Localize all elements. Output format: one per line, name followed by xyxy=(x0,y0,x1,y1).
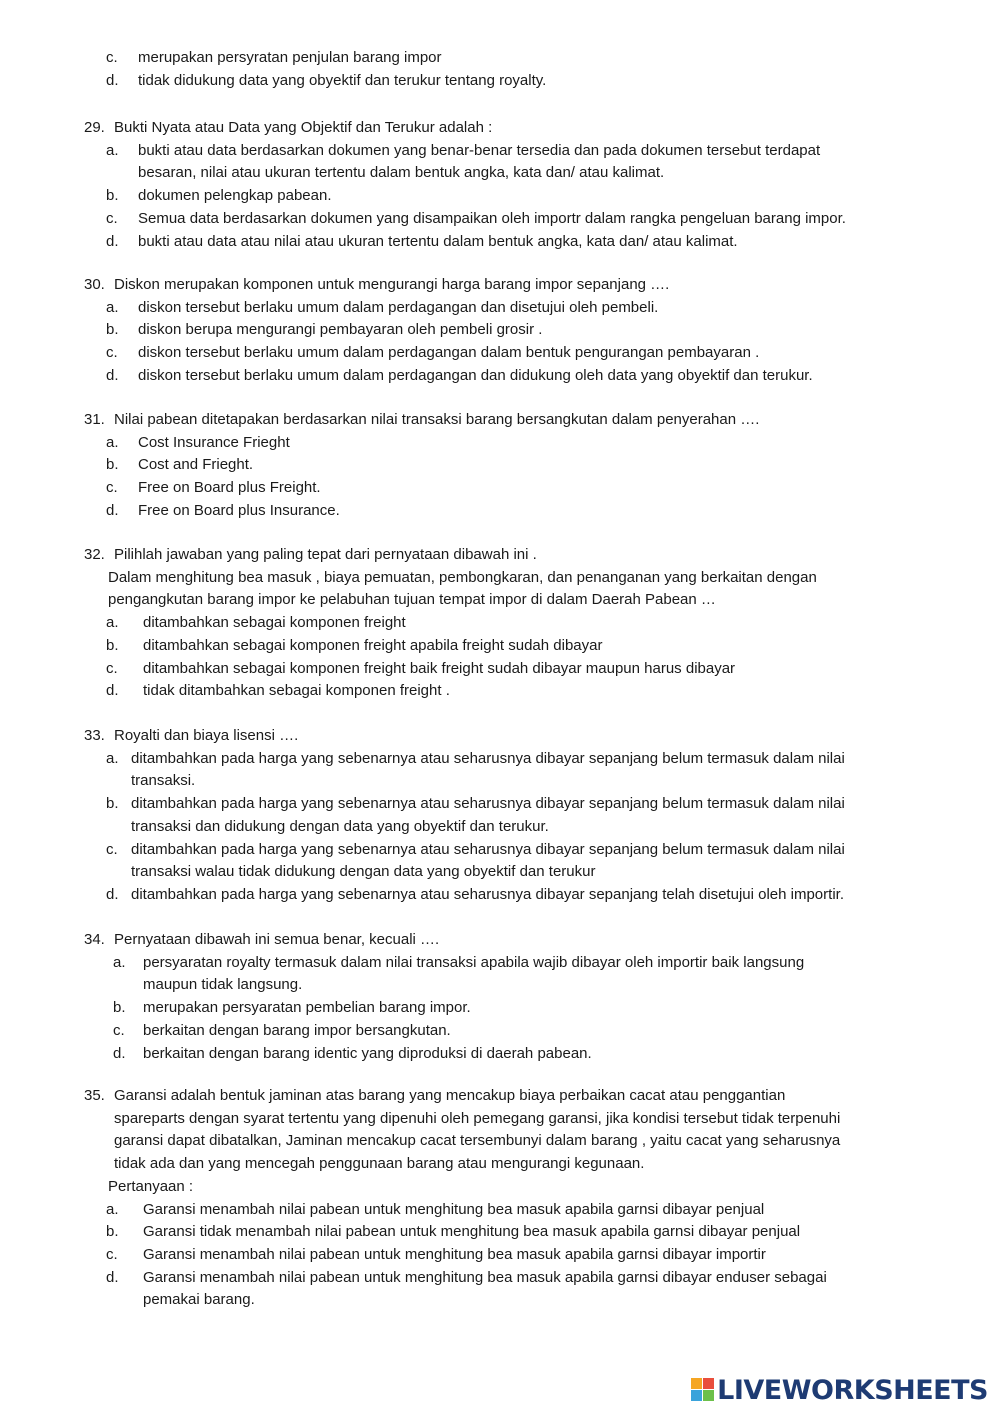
question-stem xyxy=(84,1085,954,1108)
option-letter: b. xyxy=(106,795,119,813)
option-text: ditambahkan pada harga yang sebenarnya atau seharusnya dibayar sepanjang telah disetujui oleh importir. xyxy=(131,885,844,903)
option-text: maupun tidak langsung. xyxy=(143,976,303,994)
option-letter: a. xyxy=(106,749,119,767)
question-stem xyxy=(84,544,954,567)
question-33 xyxy=(84,725,954,907)
option-text: ditambahkan pada harga yang sebenarnya atau seharusnya dibayar sepanjang belum termasuk dalam nilai xyxy=(131,795,845,813)
option-letter: b. xyxy=(106,636,119,654)
option-letter: d. xyxy=(106,885,119,903)
option-letter: b. xyxy=(106,321,119,339)
question-stem xyxy=(84,117,954,140)
question-text-continuation: tidak ada dan yang mencegah penggunaan barang atau mengurangi kegunaan. xyxy=(114,1155,645,1173)
question-text: Pernyataan dibawah ini semua benar, kecuali …. xyxy=(114,931,440,948)
option-b xyxy=(84,185,954,208)
option-text: Garansi menambah nilai pabean untuk menghitung bea masuk apabila garnsi dibayar enduser sebagai xyxy=(143,1268,827,1286)
question-subtext: Dalam menghitung bea masuk , biaya pemuatan, pembongkaran, dan penanganan yang berkaitan dengan xyxy=(108,568,817,586)
question-text: Garansi adalah bentuk jaminan atas barang yang mencakup biaya perbaikan cacat atau penggantian xyxy=(114,1087,786,1104)
option-b xyxy=(84,793,954,838)
option-letter: c. xyxy=(106,840,118,858)
question-subtext: pengangkutan barang impor ke pelabuhan tujuan tempat impor di dalam Daerah Pabean … xyxy=(108,591,716,609)
question-stem xyxy=(84,725,954,748)
option-text: Cost Insurance Frieght xyxy=(138,433,290,451)
option-text: bukti atau data berdasarkan dokumen yang benar-benar tersedia dan pada dokumen tersebut terdapat xyxy=(138,141,821,159)
option-text: ditambahkan sebagai komponen freight apabila freight sudah dibayar xyxy=(143,636,603,654)
question-text: Royalti dan biaya lisensi …. xyxy=(114,727,299,744)
option-c xyxy=(84,1020,954,1043)
option-text: ditambahkan sebagai komponen freight xyxy=(143,614,406,632)
option-letter: c. xyxy=(106,659,118,677)
option-b xyxy=(84,1221,954,1244)
option-text: transaksi walau tidak didukung dengan data yang obyektif dan terukur xyxy=(131,863,596,881)
option-d xyxy=(84,884,954,907)
option-letter: d. xyxy=(106,682,119,700)
option-letter: c. xyxy=(106,1245,118,1263)
option-a xyxy=(84,1199,954,1222)
option-text: Garansi tidak menambah nilai pabean untuk menghitung bea masuk apabila garnsi dibayar penjual xyxy=(143,1223,801,1241)
option-text: berkaitan dengan barang impor bersangkutan. xyxy=(143,1021,451,1039)
option-a xyxy=(84,140,954,185)
option-d xyxy=(84,500,954,523)
option-letter: a. xyxy=(106,433,119,451)
option-text: persyaratan royalty termasuk dalam nilai transaksi apabila wajib dibayar oleh importir baik langsung xyxy=(143,953,805,971)
option-letter: c. xyxy=(106,209,118,227)
option-a xyxy=(84,297,954,320)
option-letter: b. xyxy=(106,187,119,205)
option-text: Free on Board plus Freight. xyxy=(138,479,321,497)
option-letter: d. xyxy=(106,71,119,89)
option-text: Cost and Frieght. xyxy=(138,456,254,474)
option-text: Garansi menambah nilai pabean untuk menghitung bea masuk apabila garnsi dibayar penjual xyxy=(143,1200,765,1218)
option-letter: d. xyxy=(106,1268,119,1286)
question-stem xyxy=(84,929,954,952)
question-30 xyxy=(84,274,954,388)
option-d xyxy=(84,365,954,388)
option-letter: c. xyxy=(113,1021,125,1039)
option-letter: c. xyxy=(106,344,118,362)
question-number: 34. xyxy=(84,931,105,948)
option-text: pemakai barang. xyxy=(143,1291,255,1309)
option-c xyxy=(106,47,954,70)
option-a xyxy=(84,612,954,635)
option-text: transaksi dan didukung dengan data yang obyektif dan terukur. xyxy=(131,817,549,835)
option-letter: d. xyxy=(106,232,119,250)
option-d xyxy=(84,231,954,254)
question-number: 35. xyxy=(84,1087,105,1104)
option-letter: d. xyxy=(106,501,119,519)
question-text: Nilai pabean ditetapakan berdasarkan nilai transaksi barang bersangkutan dalam penyerahan …. xyxy=(114,411,760,428)
option-letter: a. xyxy=(113,953,126,971)
option-text: diskon tersebut berlaku umum dalam perdagangan dan disetujui oleh pembeli. xyxy=(138,298,659,316)
logo-text: LIVEWORKSHEETS xyxy=(717,1374,988,1406)
question-text-continuation: spareparts dengan syarat tertentu yang dipenuhi oleh pemegang garansi, jika kondisi tersebut tidak terpenuhi xyxy=(114,1109,841,1127)
option-text: ditambahkan pada harga yang sebenarnya atau seharusnya dibayar sepanjang belum termasuk dalam nilai xyxy=(131,749,845,767)
option-letter: b. xyxy=(106,456,119,474)
option-text: diskon tersebut berlaku umum dalam perdagangan dalam bentuk pengurangan pembayaran . xyxy=(138,344,760,362)
question-stem xyxy=(84,409,954,432)
question-number: 30. xyxy=(84,276,105,293)
option-text: diskon tersebut berlaku umum dalam perdagangan dan didukung oleh data yang obyektif dan terukur. xyxy=(138,366,813,384)
option-text: ditambahkan sebagai komponen freight baik freight sudah dibayar maupun harus dibayar xyxy=(143,659,736,677)
option-text: merupakan persyaratan pembelian barang impor. xyxy=(143,999,471,1017)
option-text: berkaitan dengan barang identic yang diproduksi di daerah pabean. xyxy=(143,1044,592,1062)
question-text: Bukti Nyata atau Data yang Objektif dan Terukur adalah : xyxy=(114,119,493,136)
question-35 xyxy=(84,1085,954,1312)
option-d xyxy=(106,70,954,93)
liveworksheets-logo xyxy=(691,1372,988,1408)
option-text: Free on Board plus Insurance. xyxy=(138,501,340,519)
question-subtext: Pertanyaan : xyxy=(108,1177,194,1195)
option-text: ditambahkan pada harga yang sebenarnya atau seharusnya dibayar sepanjang belum termasuk dalam nilai xyxy=(131,840,845,858)
option-letter: d. xyxy=(113,1044,126,1062)
option-letter: a. xyxy=(106,614,119,632)
option-c xyxy=(84,477,954,500)
option-d xyxy=(84,1267,954,1312)
option-letter: b. xyxy=(113,999,126,1017)
question-31 xyxy=(84,409,954,523)
question-text-continuation: garansi dapat dibatalkan, Jaminan mencakup cacat tersembunyi dalam barang , yaitu cacat yang seharusnya xyxy=(114,1132,841,1150)
option-d xyxy=(84,1043,954,1066)
liveworksheets-logo-icon xyxy=(691,1378,715,1402)
option-b xyxy=(84,635,954,658)
option-c xyxy=(84,839,954,884)
option-text: merupakan persyratan penjulan barang impor xyxy=(138,49,442,66)
question-text: Pilihlah jawaban yang paling tepat dari pernyataan dibawah ini . xyxy=(114,546,537,563)
option-b xyxy=(84,997,954,1020)
option-a xyxy=(84,952,954,997)
option-letter: b. xyxy=(106,1223,119,1241)
question-stem xyxy=(84,274,954,297)
option-a xyxy=(84,432,954,455)
option-letter: a. xyxy=(106,1200,119,1218)
option-letter: a. xyxy=(106,141,119,159)
option-b xyxy=(84,319,954,342)
previous-question-continuation xyxy=(84,47,954,92)
question-text: Diskon merupakan komponen untuk mengurangi harga barang impor sepanjang …. xyxy=(114,276,670,293)
question-32 xyxy=(84,544,954,703)
option-text: dokumen pelengkap pabean. xyxy=(138,187,332,205)
option-text: tidak didukung data yang obyektif dan terukur tentang royalty. xyxy=(138,71,547,89)
option-c xyxy=(84,208,954,231)
option-c xyxy=(84,1244,954,1267)
option-c xyxy=(84,342,954,365)
option-text: tidak ditambahkan sebagai komponen freight . xyxy=(143,682,450,700)
option-letter: a. xyxy=(106,298,119,316)
option-d xyxy=(84,680,954,703)
option-letter: d. xyxy=(106,366,119,384)
option-b xyxy=(84,454,954,477)
option-text: Garansi menambah nilai pabean untuk menghitung bea masuk apabila garnsi dibayar importir xyxy=(143,1245,766,1263)
option-text: diskon berupa mengurangi pembayaran oleh pembeli grosir . xyxy=(138,321,543,339)
question-29 xyxy=(84,117,954,253)
option-text: bukti atau data atau nilai atau ukuran tertentu dalam bentuk angka, kata dan/ atau kalimat. xyxy=(138,232,738,250)
option-c xyxy=(84,658,954,681)
option-text: Semua data berdasarkan dokumen yang disampaikan oleh importr dalam rangka pengeluan barang impor. xyxy=(138,209,846,227)
option-letter: c. xyxy=(106,479,118,497)
option-text: besaran, nilai atau ukuran tertentu dalam bentuk angka, kata dan/ atau kalimat. xyxy=(138,164,665,182)
question-number: 33. xyxy=(84,727,105,744)
question-34 xyxy=(84,929,954,1065)
question-number: 32. xyxy=(84,546,105,563)
question-number: 31. xyxy=(84,411,105,428)
option-text: transaksi. xyxy=(131,772,196,790)
question-number: 29. xyxy=(84,119,105,136)
option-letter: c. xyxy=(106,49,118,66)
option-a xyxy=(84,748,954,793)
